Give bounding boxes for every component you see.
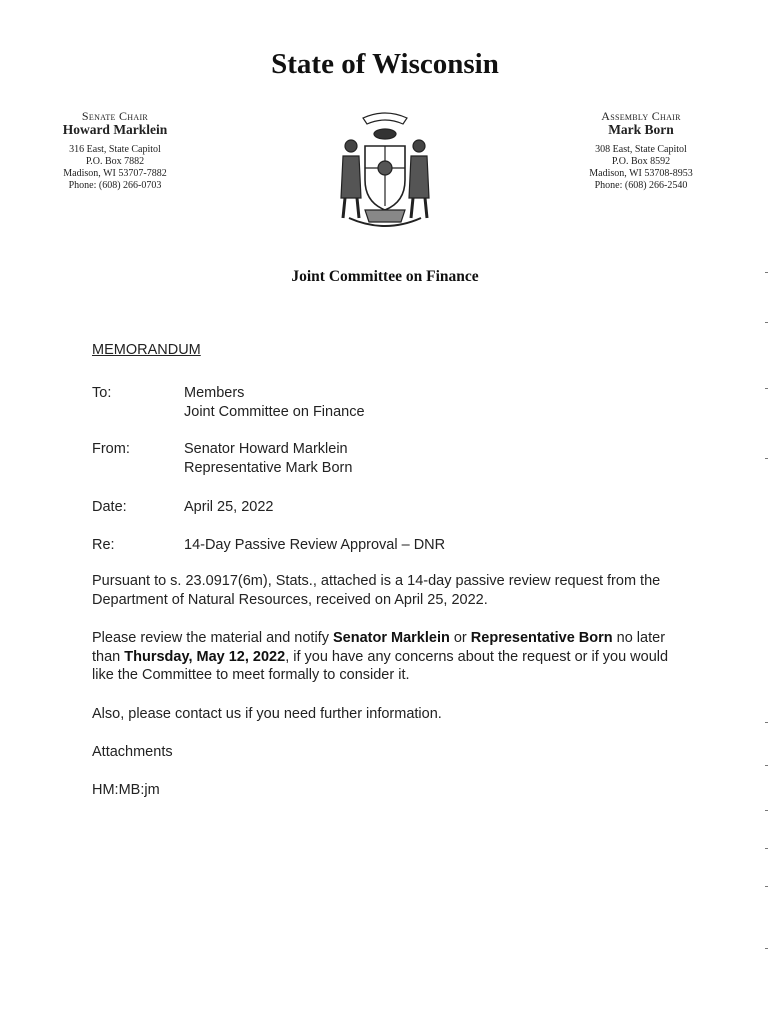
attachments-label: Attachments [92, 744, 173, 760]
from-sender [184, 440, 352, 478]
committee-name: Joint Committee on Finance [291, 268, 479, 285]
assembly-chair-block [572, 110, 710, 192]
senate-address-line: P.O. Box 7882 [85, 156, 145, 167]
senate-address-line: Madison, WI 53707-7882 [63, 168, 167, 179]
to-line: Joint Committee on Finance [184, 404, 365, 420]
date-label: Date: [92, 499, 127, 515]
re-value: 14-Day Passive Review Approval – DNR [184, 537, 446, 553]
memo-heading: MEMORANDUM [92, 342, 201, 358]
date-value: April 25, 2022 [184, 499, 274, 515]
from-line: Senator Howard Marklein [184, 441, 348, 457]
paragraph-contact: Also, please contact us if you need further information. [92, 706, 442, 722]
to-recipient [184, 384, 365, 422]
text-run: no later than [92, 630, 666, 665]
scan-mark [765, 948, 768, 949]
re-label: Re: [92, 537, 115, 553]
paragraph-please-review [92, 629, 682, 685]
page-title: State of Wisconsin [271, 48, 499, 80]
scan-mark [765, 722, 768, 723]
deadline-date-bold: Thursday, May 12, 2022 [124, 648, 286, 665]
wisconsin-seal-icon [329, 106, 441, 234]
senate-chair-name: Howard Marklein [62, 122, 168, 137]
text-run: or [449, 630, 471, 646]
assembly-address-line: 308 East, State Capitol [595, 144, 687, 155]
scan-mark [765, 848, 768, 849]
scan-mark [765, 886, 768, 887]
scan-mark [765, 388, 768, 389]
to-line: Members [184, 385, 245, 401]
to-label: To: [92, 385, 112, 401]
paragraph-pursuant: Pursuant to s. 23.0917(6m), Stats., attached is a 14-day passive review request from the Department of Natural Resources, received on April 25, 2022. [92, 573, 661, 608]
assembly-chair-name: Mark Born [608, 122, 674, 137]
assembly-chair-role: Assembly Chair [601, 109, 681, 123]
representative-name-bold: Representative Born [470, 630, 613, 646]
scan-mark [765, 765, 768, 766]
scan-mark [765, 272, 768, 273]
initials: HM:MB:jm [92, 782, 160, 798]
senate-address-line: 316 East, State Capitol [69, 144, 161, 155]
assembly-address-line: Madison, WI 53708-8953 [589, 168, 693, 179]
from-label: From: [92, 441, 130, 457]
scan-mark [765, 322, 768, 323]
scan-mark [765, 458, 768, 459]
senator-name-bold: Senator Marklein [333, 630, 450, 646]
assembly-address-line: P.O. Box 8592 [611, 156, 671, 167]
text-run: Please review the material and notify [92, 630, 333, 646]
scan-mark [765, 810, 768, 811]
senate-phone: Phone: (608) 266-0703 [68, 180, 162, 191]
senate-chair-block [46, 110, 184, 192]
text-run: , if you have any concerns about the request or if you would like the Committee to meet formally to consider it. [92, 648, 669, 683]
from-line: Representative Mark Born [184, 460, 353, 476]
senate-chair-role: Senate Chair [81, 109, 149, 123]
assembly-phone: Phone: (608) 266-2540 [594, 180, 688, 191]
